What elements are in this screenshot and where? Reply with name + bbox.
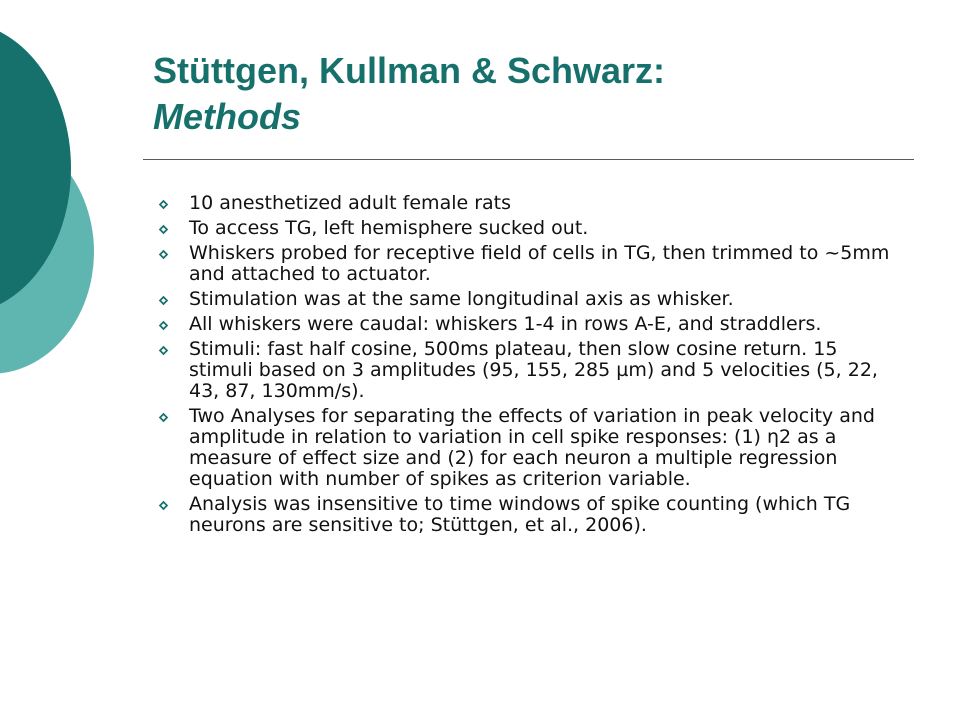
hollow-diamond-bullet-icon: [158, 320, 169, 331]
bullet-list: [158, 193, 898, 540]
bullet-text: All whiskers were caudal: whiskers 1-4 in rows A-E, and straddlers.: [189, 313, 822, 335]
decorative-circles: [0, 0, 120, 400]
hollow-diamond-bullet-icon: [158, 412, 169, 423]
bullet-text: To access TG, left hemisphere sucked out.: [189, 217, 589, 239]
title-section: Methods: [153, 96, 301, 137]
slide-title: [153, 48, 913, 140]
hollow-diamond-bullet-icon: [158, 500, 169, 511]
hollow-diamond-bullet-icon: [158, 295, 169, 306]
title-divider: [143, 159, 914, 160]
bullet-text: Two Analyses for separating the effects of variation in peak velocity and amplitude in relation to variation in cell spike responses: (1) η2 as a measure of effect size and (2) for each neuron a multiple regression equation with number of spikes as criterion variable.: [189, 405, 875, 490]
bullet-item: [158, 193, 898, 214]
bullet-item: [158, 314, 898, 335]
hollow-diamond-bullet-icon: [158, 199, 169, 210]
hollow-diamond-bullet-icon: [158, 249, 169, 260]
bullet-text: Whiskers probed for receptive field of cells in TG, then trimmed to ~5mm and attached to actuator.: [189, 242, 890, 285]
bullet-text: Stimulation was at the same longitudinal axis as whisker.: [189, 288, 734, 310]
bullet-text: 10 anesthetized adult female rats: [189, 192, 512, 214]
bullet-item: [158, 218, 898, 239]
bullet-item: [158, 494, 898, 536]
bullet-item: [158, 339, 898, 402]
bullet-item: [158, 289, 898, 310]
bullet-text: Analysis was insensitive to time windows of spike counting (which TG neurons are sensitive to; Stüttgen, et al., 2006).: [189, 493, 851, 536]
hollow-diamond-bullet-icon: [158, 224, 169, 235]
bullet-text: Stimuli: fast half cosine, 500ms plateau, then slow cosine return. 15 stimuli based on 3 amplitudes (95, 155, 285 µm) and 5 velocities (5, 22, 43, 87, 130mm/s).: [189, 338, 878, 402]
hollow-diamond-bullet-icon: [158, 345, 169, 356]
bullet-item: [158, 243, 898, 285]
bullet-item: [158, 406, 898, 490]
title-authors: Stüttgen, Kullman & Schwarz:: [153, 50, 666, 91]
